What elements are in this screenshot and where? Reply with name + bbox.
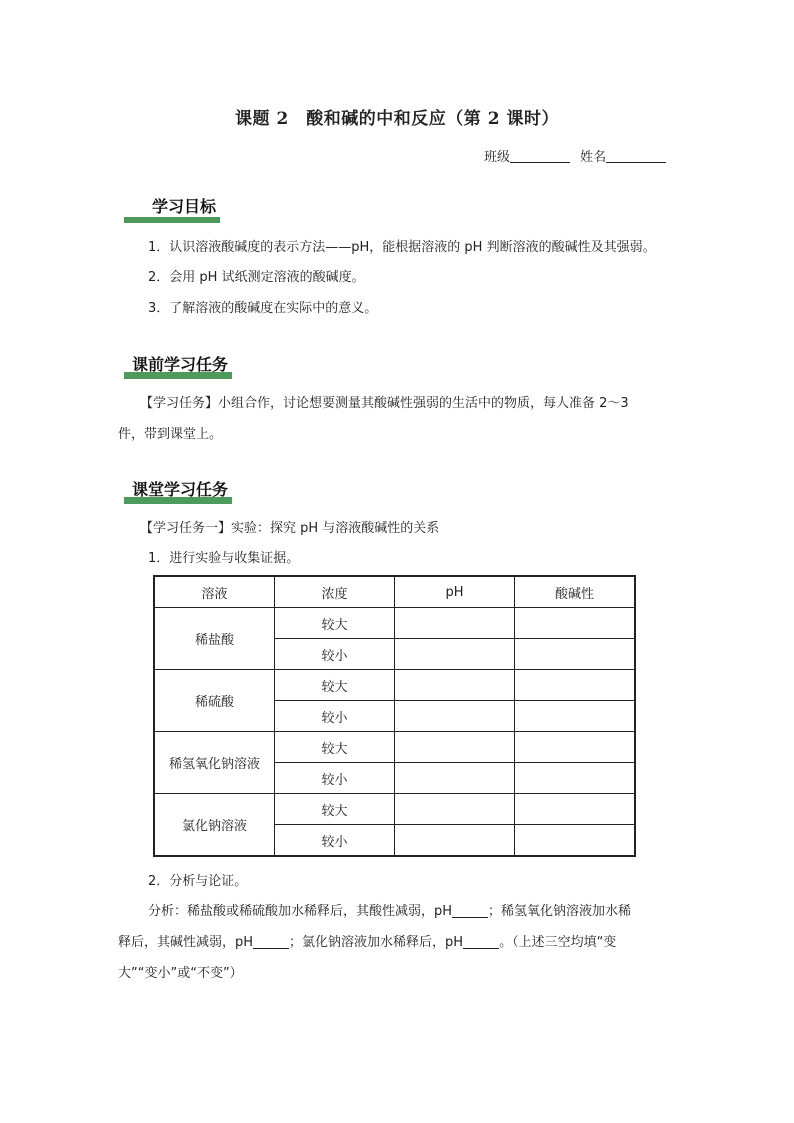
concentration-cell: 较小 <box>275 701 395 732</box>
ph-answer-cell[interactable] <box>395 670 515 701</box>
class-label: 班级 <box>484 150 511 165</box>
concentration-cell: 较小 <box>275 639 395 670</box>
goal-item-3: 3．了解溶液的酸碱度在实际中的意义。 <box>148 301 378 316</box>
analysis-text: 。（上述三空均填“变 <box>499 935 617 950</box>
name-blank[interactable] <box>606 148 666 163</box>
acidity-answer-cell[interactable] <box>515 794 636 825</box>
analysis-line2 <box>118 933 616 953</box>
class-step2: 2．分析与论证。 <box>148 874 248 889</box>
section-heading-pre <box>132 352 228 375</box>
analysis-text: 释后，其碱性减弱，pH <box>118 935 254 950</box>
analysis-text: 分析：稀盐酸或稀硫酸加水稀释后，其酸性减弱，pH <box>148 904 453 919</box>
solution-cell: 氯化钠溶液 <box>154 794 275 857</box>
analysis-line1 <box>148 902 631 922</box>
goals-heading-text: 学习目标 <box>152 197 217 216</box>
table-row <box>154 794 635 825</box>
acidity-answer-cell[interactable] <box>515 608 636 639</box>
acidity-answer-cell[interactable] <box>515 825 636 857</box>
concentration-cell: 较大 <box>275 608 395 639</box>
acidity-answer-cell[interactable] <box>515 701 636 732</box>
table-header-cell: 溶液 <box>154 576 275 608</box>
analysis-text: ；稀氢氧化钠溶液加水稀 <box>488 904 632 919</box>
concentration-cell: 较大 <box>275 732 395 763</box>
solution-cell: 稀氢氧化钠溶液 <box>154 732 275 794</box>
acidity-answer-cell[interactable] <box>515 732 636 763</box>
ph-answer-cell[interactable] <box>395 608 515 639</box>
table-header-row <box>154 576 635 608</box>
table-header-cell: 酸碱性 <box>515 576 636 608</box>
answer-blank[interactable] <box>452 903 488 918</box>
acidity-answer-cell[interactable] <box>515 639 636 670</box>
page-title: 课题 2 酸和碱的中和反应（第 2 课时） <box>235 109 559 129</box>
table-header-cell: pH <box>395 576 515 608</box>
concentration-cell: 较大 <box>275 794 395 825</box>
solution-cell: 稀盐酸 <box>154 608 275 670</box>
class-task1: 【学习任务一】实验：探究 pH 与溶液酸碱性的关系 <box>140 521 440 536</box>
ph-answer-cell[interactable] <box>395 825 515 857</box>
class-heading-text: 课堂学习任务 <box>132 480 229 499</box>
ph-answer-cell[interactable] <box>395 763 515 794</box>
answer-blank[interactable] <box>463 934 499 949</box>
table-row <box>154 732 635 763</box>
concentration-cell: 较大 <box>275 670 395 701</box>
name-line <box>484 146 672 165</box>
analysis-text: ；氯化钠溶液加水稀释后，pH <box>289 935 464 950</box>
ph-answer-cell[interactable] <box>395 701 515 732</box>
table-header-cell: 浓度 <box>275 576 395 608</box>
ph-answer-cell[interactable] <box>395 794 515 825</box>
goal-item-2: 2．会用 pH 试纸测定溶液的酸碱度。 <box>148 270 365 285</box>
table-row <box>154 608 635 639</box>
name-label: 姓名 <box>580 150 607 165</box>
section-heading-class <box>132 477 228 500</box>
class-blank[interactable] <box>510 148 570 163</box>
pre-heading-text: 课前学习任务 <box>132 355 229 374</box>
class-step1: 1．进行实验与收集证据。 <box>148 551 300 566</box>
experiment-table <box>153 575 636 857</box>
ph-answer-cell[interactable] <box>395 732 515 763</box>
answer-blank[interactable] <box>253 934 289 949</box>
concentration-cell: 较小 <box>275 763 395 794</box>
analysis-line3: 大”“变小”或“不变”） <box>118 966 243 981</box>
table-row <box>154 670 635 701</box>
section-heading-goals <box>152 194 216 217</box>
pre-task-line2: 件，带到课堂上。 <box>118 427 223 442</box>
acidity-answer-cell[interactable] <box>515 670 636 701</box>
concentration-cell: 较小 <box>275 825 395 857</box>
ph-answer-cell[interactable] <box>395 639 515 670</box>
heading-underline <box>124 217 220 223</box>
acidity-answer-cell[interactable] <box>515 763 636 794</box>
pre-task-line1: 【学习任务】小组合作，讨论想要测量其酸碱性强弱的生活中的物质，每人准备 2～3 <box>140 396 629 411</box>
goal-item-1: 1．认识溶液酸碱度的表示方法——pH，能根据溶液的 pH 判断溶液的酸碱性及其强弱。 <box>148 240 656 255</box>
solution-cell: 稀硫酸 <box>154 670 275 732</box>
